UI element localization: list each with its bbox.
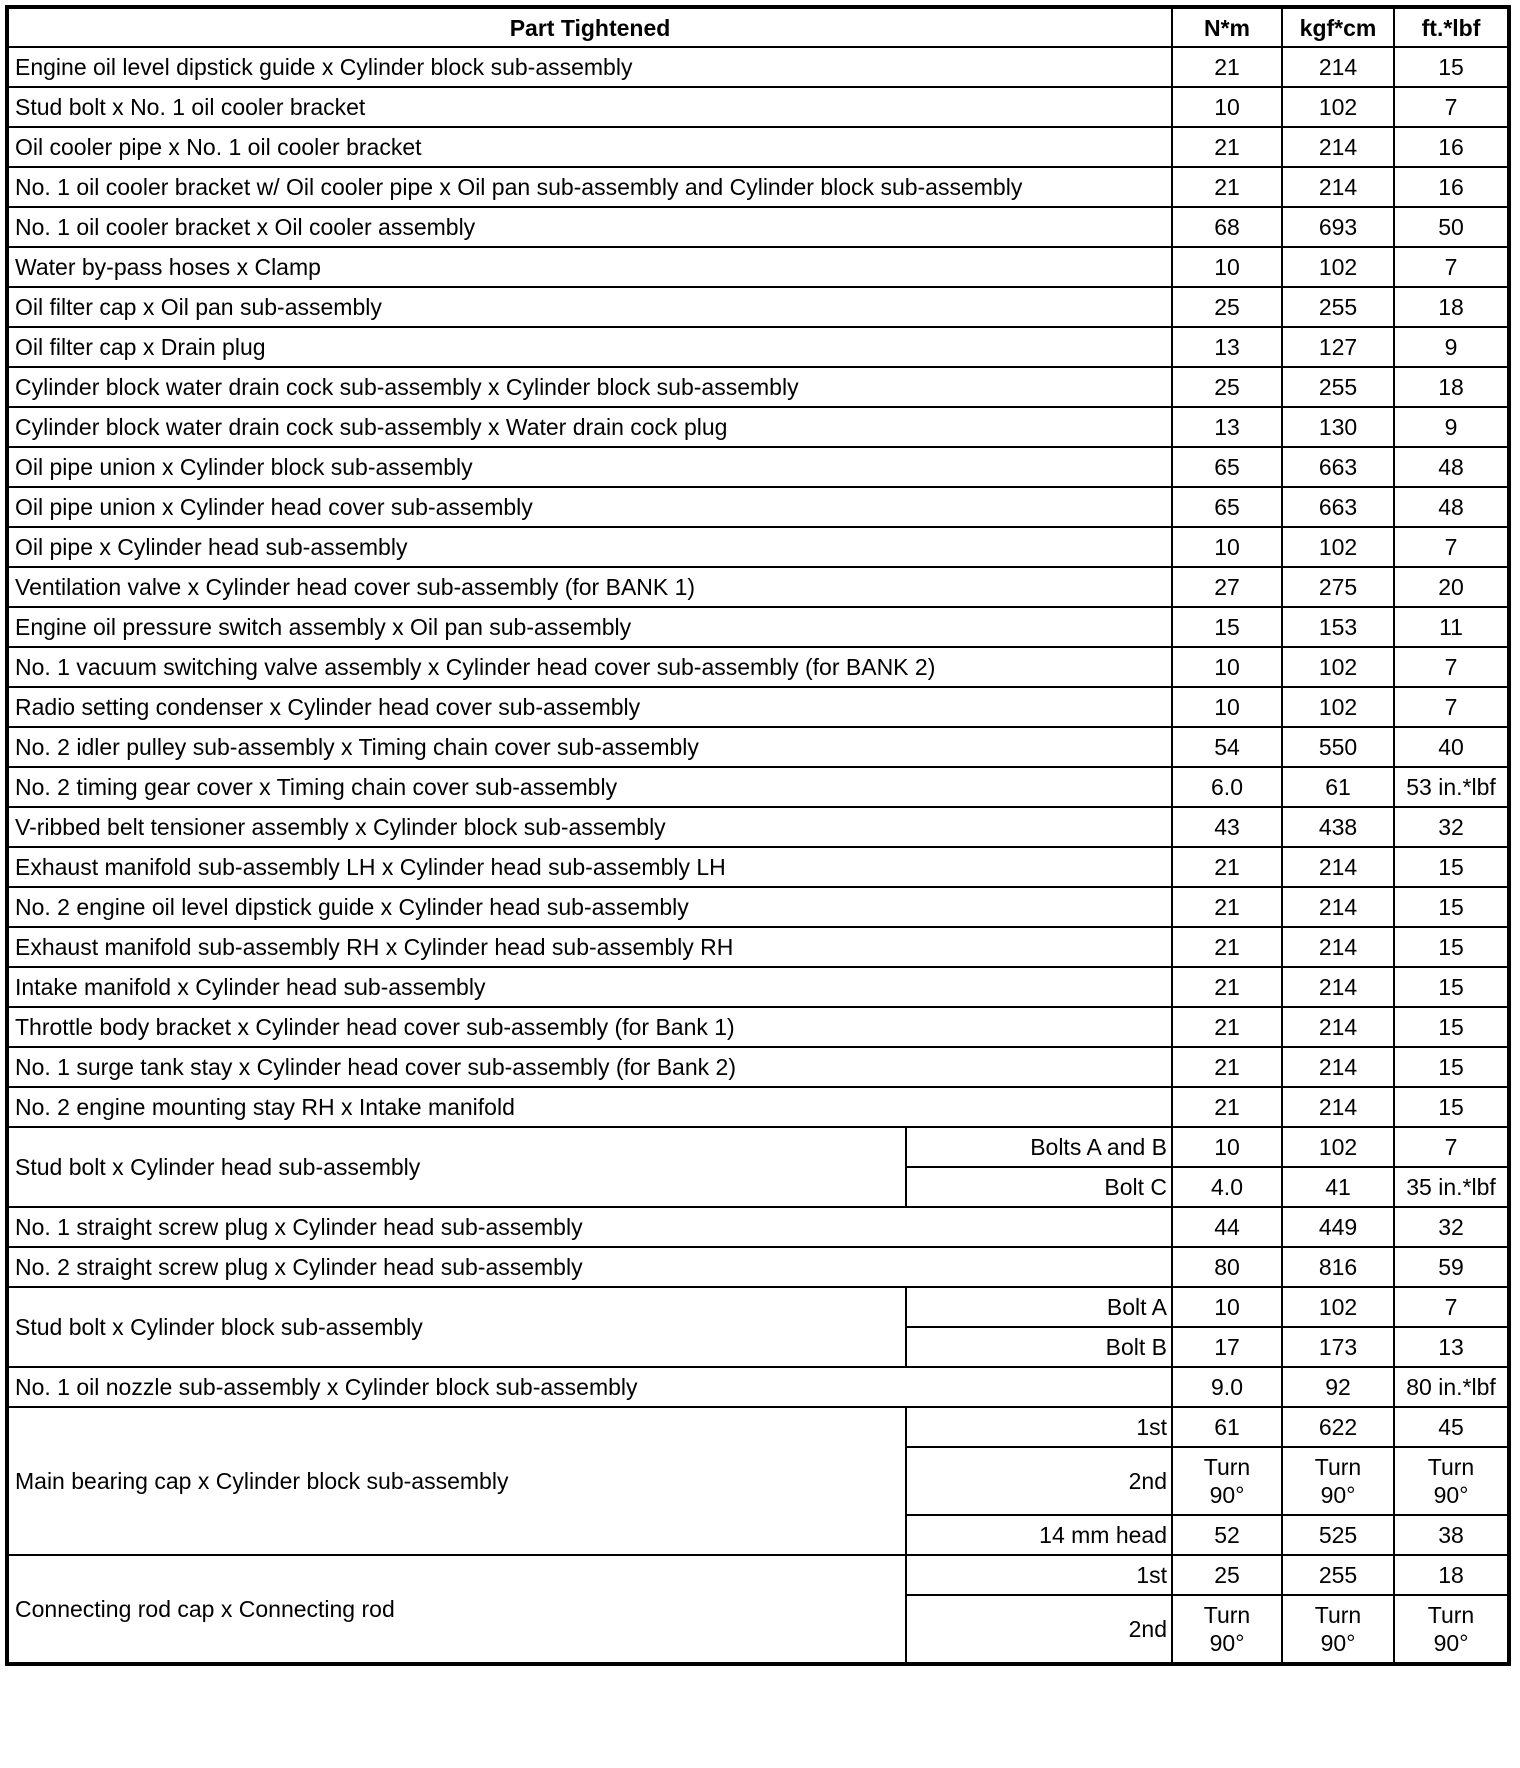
kgfcm-value: 153 — [1282, 607, 1394, 647]
table-row — [7, 1047, 1509, 1087]
nm-value: 21 — [1172, 1087, 1282, 1127]
ftlbf-value: 15 — [1394, 47, 1509, 87]
table-row — [7, 807, 1509, 847]
nm-value: 25 — [1172, 1555, 1282, 1595]
kgfcm-value: 622 — [1282, 1407, 1394, 1447]
table-row — [7, 927, 1509, 967]
part-tightened-cell: Ventilation valve x Cylinder head cover sub-assembly (for BANK 1) — [7, 567, 1172, 607]
nm-value: 21 — [1172, 1047, 1282, 1087]
nm-value-line: Turn — [1203, 1602, 1251, 1628]
part-tightened-cell: Oil pipe union x Cylinder head cover sub-assembly — [7, 487, 1172, 527]
nm-value-line: 90° — [1209, 1630, 1245, 1656]
table-row — [7, 447, 1509, 487]
table-row — [7, 407, 1509, 447]
ftlbf-value: 7 — [1394, 1287, 1509, 1327]
part-tightened-cell: No. 1 oil nozzle sub-assembly x Cylinder block sub-assembly — [7, 1367, 1172, 1407]
ftlbf-value: 15 — [1394, 847, 1509, 887]
nm-value-line: 90° — [1209, 1482, 1245, 1508]
kgfcm-value: 214 — [1282, 927, 1394, 967]
part-tightened-cell: No. 2 straight screw plug x Cylinder head sub-assembly — [7, 1247, 1172, 1287]
sub-condition-label: 2nd — [906, 1447, 1172, 1515]
table-row — [7, 647, 1509, 687]
nm-value: 10 — [1172, 687, 1282, 727]
sub-condition-label: Bolt A — [906, 1287, 1172, 1327]
kgfcm-value: 525 — [1282, 1515, 1394, 1555]
part-tightened-cell: Engine oil pressure switch assembly x Oil pan sub-assembly — [7, 607, 1172, 647]
kgfcm-value: 693 — [1282, 207, 1394, 247]
ftlbf-value — [1394, 1447, 1509, 1515]
nm-value: 25 — [1172, 367, 1282, 407]
kgfcm-value: 102 — [1282, 1287, 1394, 1327]
part-tightened-cell: Intake manifold x Cylinder head sub-assembly — [7, 967, 1172, 1007]
ftlbf-value: 53 in.*lbf — [1394, 767, 1509, 807]
table-body — [7, 47, 1509, 1664]
nm-value: 21 — [1172, 47, 1282, 87]
nm-value: 54 — [1172, 727, 1282, 767]
part-tightened-cell: No. 1 surge tank stay x Cylinder head cover sub-assembly (for Bank 2) — [7, 1047, 1172, 1087]
ftlbf-value: 20 — [1394, 567, 1509, 607]
nm-value: 10 — [1172, 87, 1282, 127]
ftlbf-value-line: 90° — [1433, 1482, 1469, 1508]
ftlbf-value: 13 — [1394, 1327, 1509, 1367]
ftlbf-value: 15 — [1394, 967, 1509, 1007]
ftlbf-value: 59 — [1394, 1247, 1509, 1287]
kgfcm-value-line: Turn — [1314, 1454, 1362, 1480]
kgfcm-value: 214 — [1282, 1007, 1394, 1047]
ftlbf-value: 7 — [1394, 647, 1509, 687]
nm-value: 4.0 — [1172, 1167, 1282, 1207]
kgfcm-value: 255 — [1282, 1555, 1394, 1595]
table-row — [7, 1247, 1509, 1287]
table-row-sub — [7, 1287, 1509, 1327]
nm-value: 21 — [1172, 847, 1282, 887]
nm-value: 10 — [1172, 247, 1282, 287]
kgfcm-value: 275 — [1282, 567, 1394, 607]
table-row-sub — [7, 1127, 1509, 1167]
nm-value: 6.0 — [1172, 767, 1282, 807]
ftlbf-value: 35 in.*lbf — [1394, 1167, 1509, 1207]
kgfcm-value: 550 — [1282, 727, 1394, 767]
header-ftlbf: ft.*lbf — [1394, 7, 1509, 47]
nm-value: 17 — [1172, 1327, 1282, 1367]
part-tightened-cell: V-ribbed belt tensioner assembly x Cylinder block sub-assembly — [7, 807, 1172, 847]
table-row — [7, 527, 1509, 567]
part-tightened-cell: Exhaust manifold sub-assembly LH x Cylinder head sub-assembly LH — [7, 847, 1172, 887]
table-row-sub — [7, 1407, 1509, 1447]
part-tightened-cell: Connecting rod cap x Connecting rod — [7, 1555, 906, 1664]
part-tightened-cell: Oil pipe x Cylinder head sub-assembly — [7, 527, 1172, 567]
kgfcm-value: 214 — [1282, 1047, 1394, 1087]
nm-value: 10 — [1172, 1287, 1282, 1327]
part-tightened-cell: No. 1 straight screw plug x Cylinder head sub-assembly — [7, 1207, 1172, 1247]
table-row — [7, 1007, 1509, 1047]
sub-condition-label: Bolt B — [906, 1327, 1172, 1367]
kgfcm-value: 214 — [1282, 1087, 1394, 1127]
ftlbf-value: 7 — [1394, 527, 1509, 567]
nm-value: 80 — [1172, 1247, 1282, 1287]
part-tightened-cell: Main bearing cap x Cylinder block sub-assembly — [7, 1407, 906, 1555]
nm-value: 27 — [1172, 567, 1282, 607]
table-row — [7, 767, 1509, 807]
table-row-sub — [7, 1555, 1509, 1595]
kgfcm-value: 438 — [1282, 807, 1394, 847]
table-row — [7, 127, 1509, 167]
part-tightened-cell: Cylinder block water drain cock sub-assembly x Cylinder block sub-assembly — [7, 367, 1172, 407]
header-row — [7, 7, 1509, 47]
table-row — [7, 847, 1509, 887]
kgfcm-value — [1282, 1595, 1394, 1664]
ftlbf-value: 38 — [1394, 1515, 1509, 1555]
ftlbf-value: 48 — [1394, 487, 1509, 527]
part-tightened-cell: Oil cooler pipe x No. 1 oil cooler bracket — [7, 127, 1172, 167]
nm-value: 21 — [1172, 127, 1282, 167]
ftlbf-value: 48 — [1394, 447, 1509, 487]
nm-value: 61 — [1172, 1407, 1282, 1447]
kgfcm-value: 102 — [1282, 247, 1394, 287]
nm-value: 43 — [1172, 807, 1282, 847]
ftlbf-value: 15 — [1394, 887, 1509, 927]
ftlbf-value: 15 — [1394, 1047, 1509, 1087]
part-tightened-cell: No. 2 idler pulley sub-assembly x Timing chain cover sub-assembly — [7, 727, 1172, 767]
part-tightened-cell: No. 1 oil cooler bracket w/ Oil cooler pipe x Oil pan sub-assembly and Cylinder block sub-assembly — [7, 167, 1172, 207]
kgfcm-value: 102 — [1282, 87, 1394, 127]
ftlbf-value: 18 — [1394, 367, 1509, 407]
ftlbf-value: 9 — [1394, 327, 1509, 367]
table-row — [7, 167, 1509, 207]
kgfcm-value-line: 90° — [1320, 1630, 1356, 1656]
ftlbf-value: 7 — [1394, 687, 1509, 727]
ftlbf-value: 50 — [1394, 207, 1509, 247]
nm-value: 44 — [1172, 1207, 1282, 1247]
kgfcm-value: 663 — [1282, 447, 1394, 487]
part-tightened-cell: Oil filter cap x Drain plug — [7, 327, 1172, 367]
sub-condition-label: Bolts A and B — [906, 1127, 1172, 1167]
table-row — [7, 327, 1509, 367]
kgfcm-value: 214 — [1282, 887, 1394, 927]
kgfcm-value: 130 — [1282, 407, 1394, 447]
ftlbf-value: 16 — [1394, 127, 1509, 167]
ftlbf-value: 15 — [1394, 1007, 1509, 1047]
sub-condition-label: 2nd — [906, 1595, 1172, 1664]
table-row — [7, 967, 1509, 1007]
part-tightened-cell: Stud bolt x Cylinder block sub-assembly — [7, 1287, 906, 1367]
part-tightened-cell: Stud bolt x No. 1 oil cooler bracket — [7, 87, 1172, 127]
kgfcm-value: 214 — [1282, 167, 1394, 207]
nm-value: 25 — [1172, 287, 1282, 327]
ftlbf-value — [1394, 1595, 1509, 1664]
nm-value: 10 — [1172, 647, 1282, 687]
sub-condition-label: 14 mm head — [906, 1515, 1172, 1555]
table-row — [7, 1207, 1509, 1247]
ftlbf-value: 18 — [1394, 1555, 1509, 1595]
table-row — [7, 207, 1509, 247]
kgfcm-value: 173 — [1282, 1327, 1394, 1367]
table-row — [7, 1367, 1509, 1407]
ftlbf-value: 15 — [1394, 927, 1509, 967]
kgfcm-value: 663 — [1282, 487, 1394, 527]
ftlbf-value-line: 90° — [1433, 1630, 1469, 1656]
part-tightened-cell: No. 2 engine mounting stay RH x Intake manifold — [7, 1087, 1172, 1127]
header-part-tightened: Part Tightened — [7, 7, 1172, 47]
nm-value — [1172, 1447, 1282, 1515]
ftlbf-value: 18 — [1394, 287, 1509, 327]
kgfcm-value: 255 — [1282, 287, 1394, 327]
kgfcm-value: 127 — [1282, 327, 1394, 367]
sub-condition-label: 1st — [906, 1555, 1172, 1595]
nm-value: 21 — [1172, 967, 1282, 1007]
ftlbf-value: 16 — [1394, 167, 1509, 207]
table-row — [7, 727, 1509, 767]
kgfcm-value: 816 — [1282, 1247, 1394, 1287]
kgfcm-value-line: Turn — [1314, 1602, 1362, 1628]
ftlbf-value: 7 — [1394, 1127, 1509, 1167]
kgfcm-value: 92 — [1282, 1367, 1394, 1407]
table-row — [7, 687, 1509, 727]
table-row — [7, 247, 1509, 287]
kgfcm-value: 214 — [1282, 967, 1394, 1007]
part-tightened-cell: No. 1 vacuum switching valve assembly x Cylinder head cover sub-assembly (for BANK 2) — [7, 647, 1172, 687]
table-row — [7, 87, 1509, 127]
nm-value — [1172, 1595, 1282, 1664]
kgfcm-value — [1282, 1447, 1394, 1515]
part-tightened-cell: Water by-pass hoses x Clamp — [7, 247, 1172, 287]
kgfcm-value: 255 — [1282, 367, 1394, 407]
table-row — [7, 487, 1509, 527]
part-tightened-cell: No. 2 engine oil level dipstick guide x Cylinder head sub-assembly — [7, 887, 1172, 927]
ftlbf-value: 32 — [1394, 807, 1509, 847]
table-row — [7, 607, 1509, 647]
ftlbf-value: 45 — [1394, 1407, 1509, 1447]
kgfcm-value: 214 — [1282, 127, 1394, 167]
ftlbf-value: 80 in.*lbf — [1394, 1367, 1509, 1407]
kgfcm-value: 102 — [1282, 687, 1394, 727]
table-row — [7, 287, 1509, 327]
part-tightened-cell: No. 2 timing gear cover x Timing chain cover sub-assembly — [7, 767, 1172, 807]
ftlbf-value: 7 — [1394, 87, 1509, 127]
table-row — [7, 887, 1509, 927]
nm-value: 52 — [1172, 1515, 1282, 1555]
nm-value: 21 — [1172, 887, 1282, 927]
part-tightened-cell: Throttle body bracket x Cylinder head cover sub-assembly (for Bank 1) — [7, 1007, 1172, 1047]
part-tightened-cell: Radio setting condenser x Cylinder head cover sub-assembly — [7, 687, 1172, 727]
ftlbf-value: 15 — [1394, 1087, 1509, 1127]
nm-value: 10 — [1172, 1127, 1282, 1167]
kgfcm-value: 102 — [1282, 527, 1394, 567]
ftlbf-value: 40 — [1394, 727, 1509, 767]
nm-value: 21 — [1172, 927, 1282, 967]
nm-value: 15 — [1172, 607, 1282, 647]
table-row — [7, 47, 1509, 87]
nm-value: 13 — [1172, 327, 1282, 367]
ftlbf-value: 32 — [1394, 1207, 1509, 1247]
part-tightened-cell: Engine oil level dipstick guide x Cylinder block sub-assembly — [7, 47, 1172, 87]
part-tightened-cell: Exhaust manifold sub-assembly RH x Cylinder head sub-assembly RH — [7, 927, 1172, 967]
header-nm: N*m — [1172, 7, 1282, 47]
ftlbf-value-line: Turn — [1427, 1602, 1475, 1628]
nm-value: 21 — [1172, 1007, 1282, 1047]
kgfcm-value: 102 — [1282, 1127, 1394, 1167]
part-tightened-cell: No. 1 oil cooler bracket x Oil cooler assembly — [7, 207, 1172, 247]
ftlbf-value: 7 — [1394, 247, 1509, 287]
nm-value: 10 — [1172, 527, 1282, 567]
part-tightened-cell: Oil pipe union x Cylinder block sub-assembly — [7, 447, 1172, 487]
table-row — [7, 567, 1509, 607]
nm-value: 65 — [1172, 487, 1282, 527]
kgfcm-value: 61 — [1282, 767, 1394, 807]
table-row — [7, 1087, 1509, 1127]
ftlbf-value-line: Turn — [1427, 1454, 1475, 1480]
nm-value: 65 — [1172, 447, 1282, 487]
kgfcm-value: 102 — [1282, 647, 1394, 687]
nm-value: 21 — [1172, 167, 1282, 207]
sub-condition-label: 1st — [906, 1407, 1172, 1447]
nm-value: 9.0 — [1172, 1367, 1282, 1407]
kgfcm-value: 214 — [1282, 47, 1394, 87]
part-tightened-cell: Cylinder block water drain cock sub-assembly x Water drain cock plug — [7, 407, 1172, 447]
ftlbf-value: 9 — [1394, 407, 1509, 447]
sub-condition-label: Bolt C — [906, 1167, 1172, 1207]
part-tightened-cell: Oil filter cap x Oil pan sub-assembly — [7, 287, 1172, 327]
kgfcm-value: 449 — [1282, 1207, 1394, 1247]
kgfcm-value-line: 90° — [1320, 1482, 1356, 1508]
table-row — [7, 367, 1509, 407]
ftlbf-value: 11 — [1394, 607, 1509, 647]
header-kgfcm: kgf*cm — [1282, 7, 1394, 47]
nm-value: 13 — [1172, 407, 1282, 447]
nm-value: 68 — [1172, 207, 1282, 247]
torque-specification-table — [5, 5, 1511, 1666]
kgfcm-value: 41 — [1282, 1167, 1394, 1207]
nm-value-line: Turn — [1203, 1454, 1251, 1480]
part-tightened-cell: Stud bolt x Cylinder head sub-assembly — [7, 1127, 906, 1207]
kgfcm-value: 214 — [1282, 847, 1394, 887]
